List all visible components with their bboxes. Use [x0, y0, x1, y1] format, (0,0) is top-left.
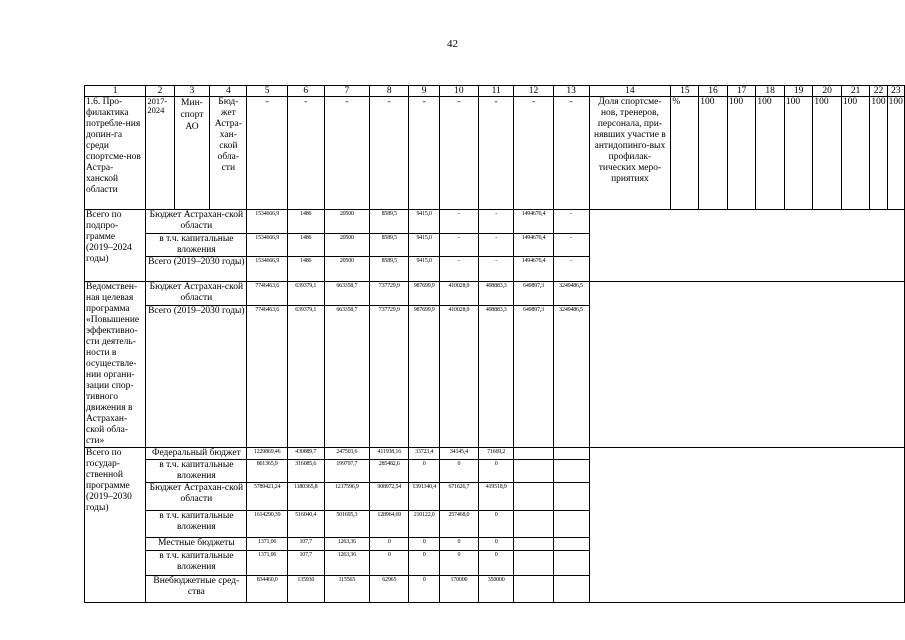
table-row: [85, 448, 905, 460]
value-cell: -: [514, 97, 553, 210]
value-cell: 0: [409, 576, 439, 603]
value-cell: -: [553, 97, 589, 210]
target-value: 100: [841, 97, 870, 210]
value-cell: 0: [439, 551, 478, 576]
value-cell: 7746463,6: [247, 306, 288, 448]
source-label: в т.ч. капитальные вложения: [146, 511, 247, 538]
value-cell: 1486: [287, 210, 324, 234]
column-header: 11: [478, 86, 513, 97]
column-header: 12: [514, 86, 553, 97]
value-cell: 285482,6: [370, 460, 409, 483]
value-cell: 411938,16: [370, 448, 409, 460]
value-cell: [553, 551, 589, 576]
value-cell: 1217596,9: [324, 483, 370, 511]
value-cell: 20500: [324, 257, 370, 282]
value-cell: 1263,36: [324, 538, 370, 551]
column-header: 4: [210, 86, 247, 97]
value-cell: -: [553, 257, 589, 282]
value-cell: 128964,69: [370, 511, 409, 538]
target-value: 100: [784, 97, 813, 210]
value-cell: [514, 483, 553, 511]
empty-area: [589, 448, 905, 603]
value-cell: 649897,3: [514, 282, 553, 306]
value-cell: 107,7: [287, 551, 324, 576]
value-cell: 135930: [287, 576, 324, 603]
value-cell: 33723,4: [409, 448, 439, 460]
value-cell: 1180365,8: [287, 483, 324, 511]
value-cell: -: [439, 234, 478, 257]
value-cell: [514, 448, 553, 460]
value-cell: 987699,9: [409, 282, 439, 306]
measure-years: 2017-2024: [146, 97, 174, 210]
value-cell: 0: [478, 551, 513, 576]
value-cell: 1534666,9: [247, 257, 288, 282]
empty-area: [589, 210, 905, 282]
value-cell: [553, 448, 589, 460]
column-header: 3: [174, 86, 210, 97]
value-cell: -: [409, 97, 439, 210]
target-value: 100: [756, 97, 785, 210]
target-value: 100: [870, 97, 887, 210]
table-row: [85, 97, 905, 210]
column-header: 21: [841, 86, 870, 97]
column-header: 17: [727, 86, 756, 97]
value-cell: 0: [478, 538, 513, 551]
value-cell: 257468,0: [439, 511, 478, 538]
block-title: Всего по государ-ственной программе (2019–2030 годы): [85, 448, 146, 603]
value-cell: 987699,9: [409, 306, 439, 448]
value-cell: 1263,36: [324, 551, 370, 576]
value-cell: 170000: [439, 576, 478, 603]
value-cell: 1391340,4: [409, 483, 439, 511]
value-cell: 210122,0: [409, 511, 439, 538]
value-cell: 501695,3: [324, 511, 370, 538]
indicator-unit: %: [671, 97, 699, 210]
measure-name: 1.6. Про-филактика потребле-ния допин-га среди спортсме-нов Астра-ханской области: [85, 97, 146, 210]
value-cell: 1534666,9: [247, 210, 288, 234]
value-cell: 419518,9: [478, 483, 513, 511]
value-cell: 350000: [478, 576, 513, 603]
value-cell: 1371,06: [247, 538, 288, 551]
value-cell: 9415,0: [409, 210, 439, 234]
value-cell: [514, 511, 553, 538]
value-cell: 1494676,4: [514, 257, 553, 282]
value-cell: 0: [478, 460, 513, 483]
column-header: 8: [370, 86, 409, 97]
value-cell: -: [324, 97, 370, 210]
column-header: 2: [146, 86, 174, 97]
value-cell: -: [478, 257, 513, 282]
measure-executor: Мин-спорт АО: [174, 97, 210, 210]
value-cell: 1371,06: [247, 551, 288, 576]
source-label: Всего (2019–2030 годы): [146, 257, 247, 282]
value-cell: 801365,9: [247, 460, 288, 483]
value-cell: 1494676,4: [514, 210, 553, 234]
value-cell: 639379,1: [287, 306, 324, 448]
value-cell: 3249486,5: [553, 282, 589, 306]
source-label: Внебюджетные сред-ства: [146, 576, 247, 603]
value-cell: 71669,2: [478, 448, 513, 460]
value-cell: 1494676,4: [514, 234, 553, 257]
value-cell: [553, 511, 589, 538]
value-cell: 8589,5: [370, 210, 409, 234]
value-cell: -: [478, 97, 513, 210]
column-header: 5: [247, 86, 288, 97]
table-row: [85, 282, 905, 306]
value-cell: 516040,4: [287, 511, 324, 538]
value-cell: 34145,4: [439, 448, 478, 460]
value-cell: 1486: [287, 257, 324, 282]
column-header: 16: [699, 86, 728, 97]
source-label: в т.ч. капитальные вложения: [146, 234, 247, 257]
financing-table: [84, 85, 905, 603]
value-cell: 663358,7: [324, 282, 370, 306]
value-cell: -: [439, 210, 478, 234]
value-cell: 0: [439, 460, 478, 483]
value-cell: 0: [409, 538, 439, 551]
value-cell: 408883,3: [478, 306, 513, 448]
value-cell: 316085,6: [287, 460, 324, 483]
value-cell: 1486: [287, 234, 324, 257]
value-cell: 1534666,9: [247, 234, 288, 257]
empty-area: [589, 282, 905, 448]
value-cell: 1229869,46: [247, 448, 288, 460]
value-cell: 834460,0: [247, 576, 288, 603]
value-cell: 410028,9: [439, 282, 478, 306]
value-cell: -: [553, 234, 589, 257]
value-cell: 5789421,24: [247, 483, 288, 511]
value-cell: 671626,7: [439, 483, 478, 511]
table-row: [85, 210, 905, 234]
value-cell: 737729,9: [370, 282, 409, 306]
column-header: 13: [553, 86, 589, 97]
column-header: 7: [324, 86, 370, 97]
value-cell: 908972,54: [370, 483, 409, 511]
page-number: 42: [447, 38, 458, 50]
value-cell: 0: [478, 511, 513, 538]
source-label: Бюджет Астрахан-ской области: [146, 282, 247, 306]
column-header: 14: [589, 86, 671, 97]
source-label: Всего (2019–2030 годы): [146, 306, 247, 448]
value-cell: 20500: [324, 234, 370, 257]
value-cell: -: [553, 210, 589, 234]
value-cell: -: [439, 97, 478, 210]
value-cell: -: [478, 234, 513, 257]
value-cell: 0: [409, 460, 439, 483]
value-cell: 199797,7: [324, 460, 370, 483]
value-cell: 1614290,39: [247, 511, 288, 538]
value-cell: [514, 460, 553, 483]
target-value: 100: [813, 97, 842, 210]
value-cell: 663358,7: [324, 306, 370, 448]
value-cell: [553, 576, 589, 603]
block-title: Ведомствен-ная целевая программа «Повышение эффективно-сти деятель-ности в осуществле-нии органи-зации спор-тивного движения в Астрахан-ской обла-сти»: [85, 282, 146, 448]
value-cell: 0: [370, 538, 409, 551]
value-cell: 737729,9: [370, 306, 409, 448]
column-header: 19: [784, 86, 813, 97]
value-cell: 430889,7: [287, 448, 324, 460]
indicator-name: Доля спортсме-нов, тренеров, персонала, при-нявших участие в антидопинго-вых профилак-тических меро-приятиях: [589, 97, 671, 210]
value-cell: -: [247, 97, 288, 210]
value-cell: 247503,6: [324, 448, 370, 460]
value-cell: 639379,1: [287, 282, 324, 306]
column-header: 9: [409, 86, 439, 97]
target-value: 100: [699, 97, 728, 210]
value-cell: 115565: [324, 576, 370, 603]
column-header: 15: [671, 86, 699, 97]
value-cell: [514, 551, 553, 576]
value-cell: -: [287, 97, 324, 210]
value-cell: 107,7: [287, 538, 324, 551]
source-label: Бюджет Астрахан-ской области: [146, 210, 247, 234]
table-row: [85, 86, 905, 97]
value-cell: 649897,3: [514, 306, 553, 448]
column-header: 23: [887, 86, 904, 97]
source-label: Местные бюджеты: [146, 538, 247, 551]
value-cell: 7746463,6: [247, 282, 288, 306]
block-title: Всего по подпро-грамме (2019–2024 годы): [85, 210, 146, 282]
value-cell: 8589,5: [370, 234, 409, 257]
column-header: 1: [85, 86, 146, 97]
value-cell: -: [439, 257, 478, 282]
source-label: Бюджет Астрахан-ской области: [146, 483, 247, 511]
value-cell: 0: [439, 538, 478, 551]
value-cell: 9415,0: [409, 234, 439, 257]
value-cell: 9415,0: [409, 257, 439, 282]
source-label: в т.ч. капитальные вложения: [146, 551, 247, 576]
target-value: 100: [727, 97, 756, 210]
value-cell: -: [370, 97, 409, 210]
value-cell: 62965: [370, 576, 409, 603]
value-cell: 8589,5: [370, 257, 409, 282]
value-cell: 408883,3: [478, 282, 513, 306]
measure-source: Бюд-жет Астра-хан-ской обла-сти: [210, 97, 247, 210]
value-cell: [514, 576, 553, 603]
value-cell: [553, 538, 589, 551]
value-cell: [553, 483, 589, 511]
value-cell: 0: [370, 551, 409, 576]
value-cell: 0: [409, 551, 439, 576]
target-value: 100: [887, 97, 904, 210]
value-cell: -: [478, 210, 513, 234]
column-header: 22: [870, 86, 887, 97]
source-label: Федеральный бюджет: [146, 448, 247, 460]
column-header: 18: [756, 86, 785, 97]
column-header: 6: [287, 86, 324, 97]
column-header: 10: [439, 86, 478, 97]
value-cell: 20500: [324, 210, 370, 234]
source-label: в т.ч. капитальные вложения: [146, 460, 247, 483]
value-cell: [553, 460, 589, 483]
value-cell: [514, 538, 553, 551]
value-cell: 410028,9: [439, 306, 478, 448]
value-cell: 3249486,5: [553, 306, 589, 448]
column-header: 20: [813, 86, 842, 97]
